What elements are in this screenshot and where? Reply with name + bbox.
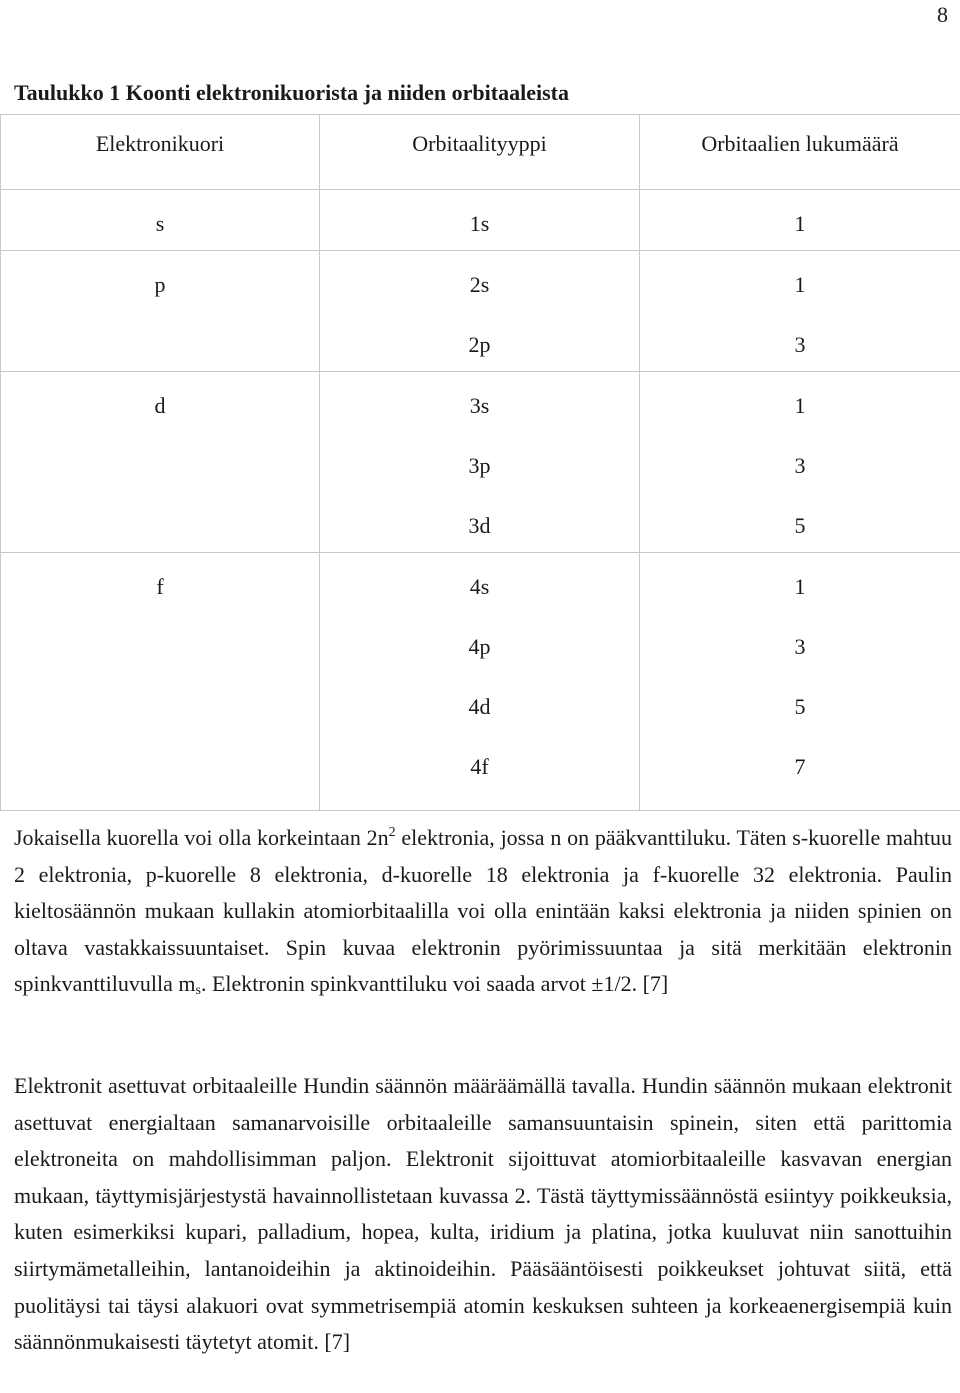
- count-cell: [640, 190, 960, 251]
- orbital-type: 1s: [469, 211, 490, 236]
- paragraph-hund-rule: Elektronit asettuvat orbitaaleille Hundin säännön määräämällä tavalla. Hundin säännön mukaan elektronit asettuvat energialtaan samanarvoisille orbitaaleille samansuuntaisin spinein, siten että parittomia elektroneita on mahdollisimman paljon. Elektronit sijoittuvat atomiorbitaaleille kasvavan energian mukaan, täyttymisjärjestystä havainnollistetaan kuvassa 2. Tästä täyttymissäännöstä esiintyy poikkeuksia, kuten esimerkiksi kupari, palladium, hopea, kulta, iridium ja platina, jotka kuuluvat niin sanottuihin siirtymämetalleihin, lantanoideihin ja aktinoideihin. Pääsääntöisesti poikkeukset johtuvat siitä, että puolitäysi tai täysi alakuori ovat symmetrisempiä atomin keskuksen suhteen ja korkeaenergisempiä kuin säännönmukaisesti täytetyt atomit. [7]: [14, 1073, 952, 1355]
- orbital-count: 3: [794, 453, 806, 478]
- shell-cell: [1, 251, 320, 372]
- orbital-count: 1: [794, 272, 806, 297]
- header-electron-shell: Elektronikuori: [1, 115, 320, 190]
- exponent: 2: [388, 825, 396, 840]
- orbital-type: 3d: [468, 513, 491, 538]
- orbital-count: 7: [794, 754, 806, 779]
- table-row: [1, 372, 960, 553]
- shell-label: s: [155, 211, 165, 236]
- orbital-count: 5: [794, 513, 806, 538]
- count-cell: [640, 251, 960, 372]
- paragraph-text: elektronia, jossa n on pääkvanttiluku. Täten s-kuorelle mahtuu 2 elektronia, p-kuorelle 8 elektronia, d-kuorelle 18 elektronia ja f-kuorelle 32 elektronia. Paulin kieltosäännön mukaan kullakin atomiorbitaalilla voi olla enintään kaksi elektronia ja niiden spinien on oltava vastakkaissuuntaiset. Spin kuvaa elektronin pyörimissuuntaa ja sitä merkitään elektronin spinkvanttiluvulla m: [14, 825, 953, 997]
- paragraph-text: . Elektronin spinkvanttiluku voi saada arvot ±1/2. [7]: [200, 971, 669, 997]
- orbital-count: 1: [794, 574, 806, 599]
- orbital-count: 1: [794, 393, 806, 418]
- orbital-type: 4p: [468, 634, 491, 659]
- table-row: [1, 190, 960, 251]
- orbital-type: 4d: [468, 694, 491, 719]
- orbital-count: 1: [794, 211, 806, 236]
- shell-cell: [1, 372, 320, 553]
- shell-label: p: [154, 272, 166, 297]
- table-row: [1, 553, 960, 811]
- orbital-type: 2s: [469, 272, 490, 297]
- orbital-type: 3s: [469, 393, 490, 418]
- count-cell: [640, 372, 960, 553]
- table-header-row: [1, 115, 960, 190]
- orbital-count: 3: [794, 634, 806, 659]
- shell-cell: [1, 190, 320, 251]
- shell-label: d: [154, 393, 166, 418]
- shell-cell: [1, 553, 320, 811]
- subscript: s: [195, 983, 201, 999]
- table-row: [1, 251, 960, 372]
- shell-label: f: [156, 574, 164, 599]
- orbital-cell: [320, 372, 640, 553]
- paragraph-shell-capacity: [14, 820, 952, 1003]
- orbital-cell: [320, 251, 640, 372]
- header-orbital-type: Orbitaalityyppi: [320, 115, 640, 190]
- table-caption: Taulukko 1 Koonti elektronikuorista ja niiden orbitaaleista: [14, 80, 569, 105]
- orbital-count: 5: [794, 694, 806, 719]
- orbital-count: 3: [794, 332, 806, 357]
- count-cell: [640, 553, 960, 811]
- header-orbital-count: Orbitaalien lukumäärä: [640, 115, 960, 190]
- paragraph-text: Jokaisella kuorella voi olla korkeintaan 2n: [14, 825, 389, 850]
- orbital-cell: [320, 553, 640, 811]
- orbital-type: 4f: [470, 754, 489, 779]
- orbital-type: 3p: [468, 453, 491, 478]
- orbital-type: 4s: [469, 574, 490, 599]
- orbital-cell: [320, 190, 640, 251]
- orbital-type: 2p: [468, 332, 491, 357]
- page-number: 8: [937, 2, 948, 27]
- shell-orbital-table: [0, 114, 960, 811]
